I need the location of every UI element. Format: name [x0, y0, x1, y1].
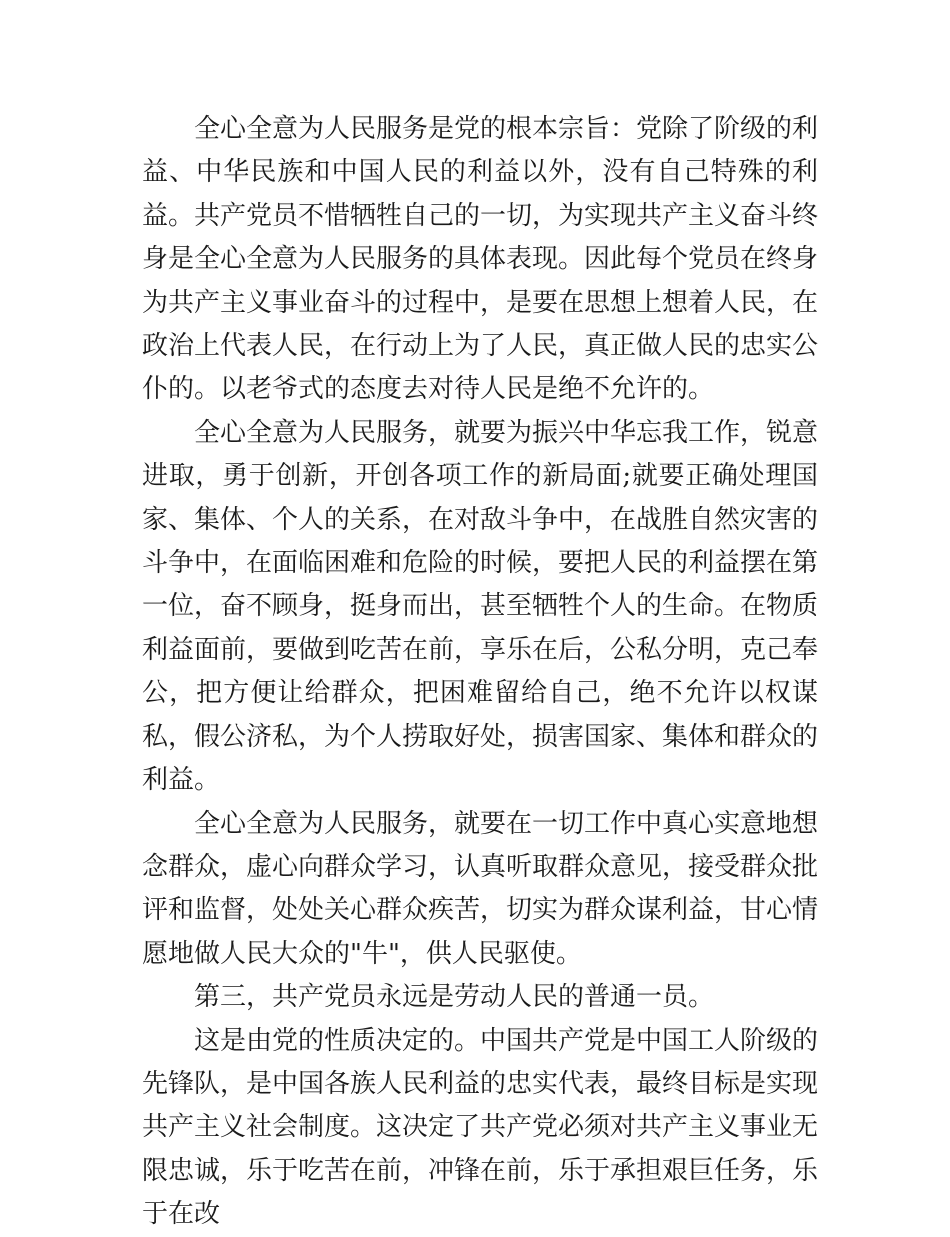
paragraph-2: 全心全意为人民服务，就要为振兴中华忘我工作，锐意进取，勇于创新，开创各项工作的新局面;就要正确处理国家、集体、个人的关系，在对敌斗争中，在战胜自然灾害的斗争中，在面临困难和危险的时候，要把人民的利益摆在第一位，奋不顾身，挺身而出，甚至牺牲个人的生命。在物质利益面前，要做到吃苦在前，享乐在后，公私分明，克己奉公，把方便让给群众，把困难留给自己，绝不允许以权谋私，假公济私，为个人捞取好处，损害国家、集体和群众的利益。 — [142, 417, 819, 796]
paragraph-4: 第三，共产党员永远是劳动人民的普通一员。 — [194, 982, 715, 1013]
paragraph-1: 全心全意为人民服务是党的根本宗旨：党除了阶级的利益、中华民族和中国人民的利益以外，没有自己特殊的利益。共产党员不惜牺牲自己的一切，为实现共产主义奋斗终身是全心全意为人民服务的具体表现。因此每个党员在终身为共产主义事业奋斗的过程中，是要在思想上想着人民，在政治上代表人民，在行动上为了人民，真正做人民的忠实公仆的。以老爷式的态度去对待人民是绝不允许的。 — [142, 114, 819, 405]
paragraph-3: 全心全意为人民服务，就要在一切工作中真心实意地想念群众，虚心向群众学习，认真听取群众意见，接受群众批评和监督，处处关心群众疾苦，切实为群众谋利益，甘心情愿地做人民大众的"牛"，供人民驱使。 — [142, 808, 819, 969]
document-body — [142, 108, 818, 1237]
paragraph-5: 这是由党的性质决定的。中国共产党是中国工人阶级的先锋队，是中国各族人民利益的忠实代表，最终目标是实现共产主义社会制度。这决定了共产党必须对共产主义事业无限忠诚，乐于吃苦在前，冲锋在前，乐于承担艰巨任务，乐于在改 — [142, 1025, 819, 1230]
